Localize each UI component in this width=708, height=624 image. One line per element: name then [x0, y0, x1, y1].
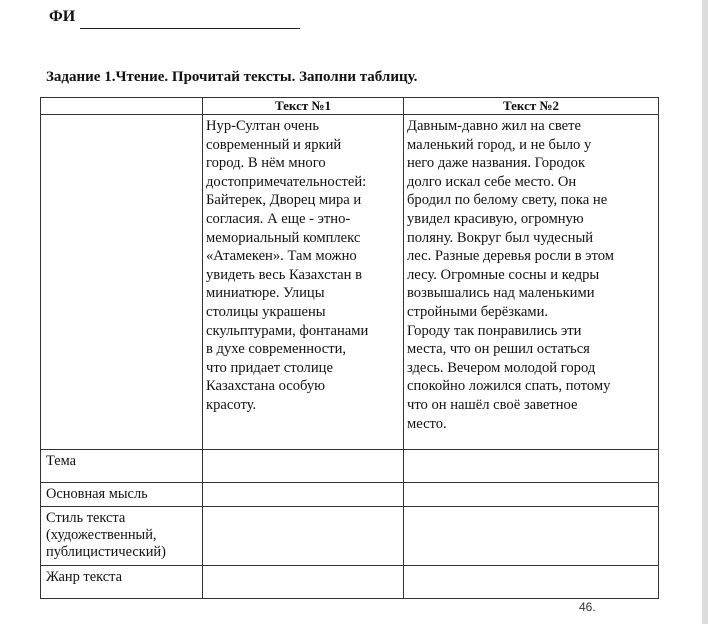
- page-number: 46.: [579, 600, 596, 614]
- table-row: [41, 507, 659, 566]
- row-label-style: Стиль текста (художественный, публицистический): [41, 507, 203, 566]
- header-empty-cell: [41, 98, 203, 115]
- row-label-main-idea: Основная мысль: [41, 483, 203, 507]
- text1-cell: [203, 115, 404, 450]
- text2-cell: [404, 115, 659, 450]
- texts-row-label-cell: [41, 115, 203, 450]
- text2-body: Давным-давно жил на свете маленький город, и не было у него даже названия. Городок долго искал себе место. Он бродил по белому свету, пока не увидел красивую, огромную поляну. Вокруг был чудесный лес. Разные деревья росли в этом лесу. Огромные сосны и кедры возвышались над маленькими стройными берёзками. Городу так понравились эти места, что он решил остаться здесь. Вечером молодой город спокойно ложился спать, потому что он нашёл своё заветное место.: [407, 118, 614, 432]
- answer-cell-theme-text1[interactable]: [203, 450, 404, 483]
- table-header-row: [41, 98, 659, 115]
- answer-cell-main-idea-text1[interactable]: [203, 483, 404, 507]
- answer-cell-theme-text2[interactable]: [404, 450, 659, 483]
- answer-cell-genre-text1[interactable]: [203, 566, 404, 599]
- answer-cell-style-text2[interactable]: [404, 507, 659, 566]
- table-row: [41, 566, 659, 599]
- row-label-genre: Жанр текста: [41, 566, 203, 599]
- row-label-theme: Тема: [41, 450, 203, 483]
- page-edge-shadow: [702, 0, 708, 624]
- header-text1: Текст №1: [203, 98, 404, 115]
- answer-cell-main-idea-text2[interactable]: [404, 483, 659, 507]
- text1-body: Нур-Султан очень современный и яркий город. В нём много достопримечательностей: Байтерек, Дворец мира и согласия. А еще - этно- мемориальный комплекс «Атамекен». Там можно увидеть весь Казахстан в миниатюре. Улицы столицы украшены скульптурами, фонтанами в духе современности, что придает столице Казахстана особую красоту.: [206, 118, 369, 413]
- table-row: [41, 483, 659, 507]
- task-title: Задание 1.Чтение. Прочитай тексты. Заполни таблицу.: [46, 69, 418, 85]
- answer-cell-style-text1[interactable]: [203, 507, 404, 566]
- name-blank-line[interactable]: [80, 28, 300, 29]
- table-row: [41, 450, 659, 483]
- header-text2: Текст №2: [404, 98, 659, 115]
- answer-cell-genre-text2[interactable]: [404, 566, 659, 599]
- reading-table: [40, 97, 659, 599]
- name-label: ФИ: [49, 8, 76, 25]
- texts-row: [41, 115, 659, 450]
